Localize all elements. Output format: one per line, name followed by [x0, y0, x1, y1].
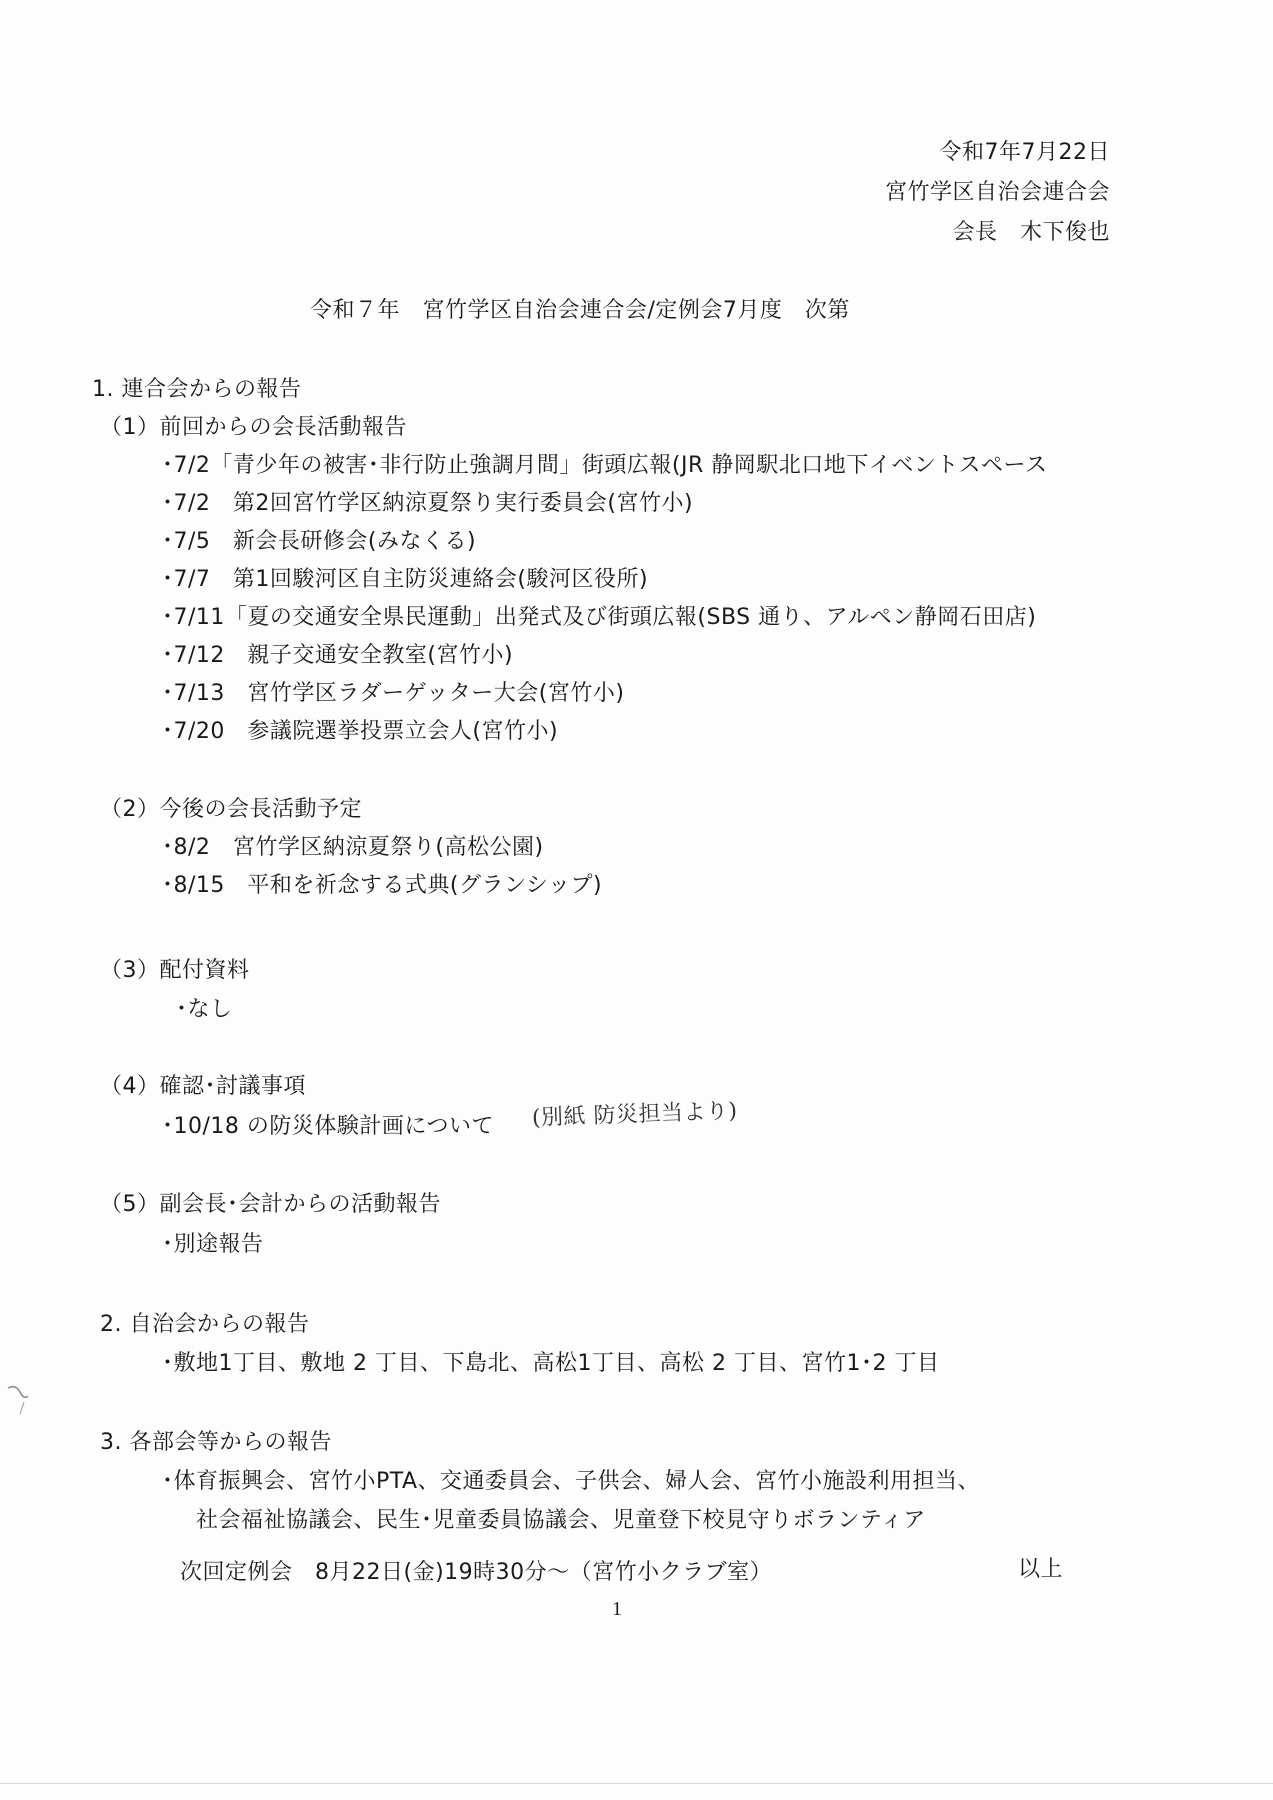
- scan-mark-icon: [6, 1380, 36, 1420]
- list-item: ･7/11「夏の交通安全県民運動」出発式及び街頭広報(SBS 通り、アルペン静岡石田店): [162, 605, 1037, 630]
- sub-1-heading: （1）前回からの会長活動報告: [100, 415, 407, 440]
- list-item: ･7/20 参議院選挙投票立会人(宮竹小): [162, 719, 559, 744]
- document-date: 令和7年7月22日: [939, 140, 1110, 165]
- list-item: ･別途報告: [162, 1232, 264, 1257]
- list-item: ･8/15 平和を祈念する式典(グランシップ): [162, 873, 603, 898]
- closing-remark: 以上: [1018, 1557, 1064, 1582]
- sub-3-heading: （3）配付資料: [100, 958, 250, 983]
- section-1-heading: 1. 連合会からの報告: [92, 377, 302, 402]
- president-name: 会長 木下俊也: [952, 220, 1110, 245]
- list-item: ･7/2「青少年の被害･非行防止強調月間」街頭広報(JR 静岡駅北口地下イベントスペース: [162, 453, 1048, 478]
- list-item: ･7/7 第1回駿河区自主防災連絡会(駿河区役所): [162, 567, 649, 592]
- sub-4-heading: （4）確認･討議事項: [100, 1074, 306, 1099]
- list-item: ･なし: [176, 997, 233, 1022]
- list-item: ･敷地1丁目、敷地 2 丁目、下島北、高松1丁目、高松 2 丁目、宮竹1･2 丁目: [162, 1351, 940, 1376]
- list-item: ･10/18 の防災体験計画について: [162, 1114, 494, 1139]
- page-number: 1: [612, 1598, 622, 1620]
- list-item: ･7/13 宮竹学区ラダーゲッター大会(宮竹小): [162, 681, 625, 706]
- organization-name: 宮竹学区自治会連合会: [884, 180, 1110, 205]
- list-item: ･7/5 新会長研修会(みなくる): [162, 529, 477, 554]
- list-item: ･7/12 親子交通安全教室(宮竹小): [162, 643, 514, 668]
- list-item: ･8/2 宮竹学区納涼夏祭り(高松公園): [162, 835, 544, 860]
- document-title: 令和７年 宮竹学区自治会連合会/定例会7月度 次第: [310, 298, 850, 323]
- list-item: ･7/2 第2回宮竹学区納涼夏祭り実行委員会(宮竹小): [162, 491, 694, 516]
- list-item: 社会福祉協議会、民生･児童委員協議会、児童登下校見守りボランティア: [196, 1508, 926, 1533]
- handwritten-note: (別紙 防災担当より): [531, 1098, 738, 1131]
- section-2-heading: 2. 自治会からの報告: [100, 1312, 310, 1337]
- section-3-heading: 3. 各部会等からの報告: [100, 1430, 332, 1455]
- next-meeting: 次回定例会 8月22日(金)19時30分～（宮竹小クラブ室）: [180, 1560, 773, 1585]
- scan-edge-line: [0, 1783, 1273, 1784]
- sub-5-heading: （5）副会長･会計からの活動報告: [100, 1192, 441, 1217]
- sub-2-heading: （2）今後の会長活動予定: [100, 797, 362, 822]
- list-item: ･体育振興会、宮竹小PTA、交通委員会、子供会、婦人会、宮竹小施設利用担当、: [162, 1469, 981, 1494]
